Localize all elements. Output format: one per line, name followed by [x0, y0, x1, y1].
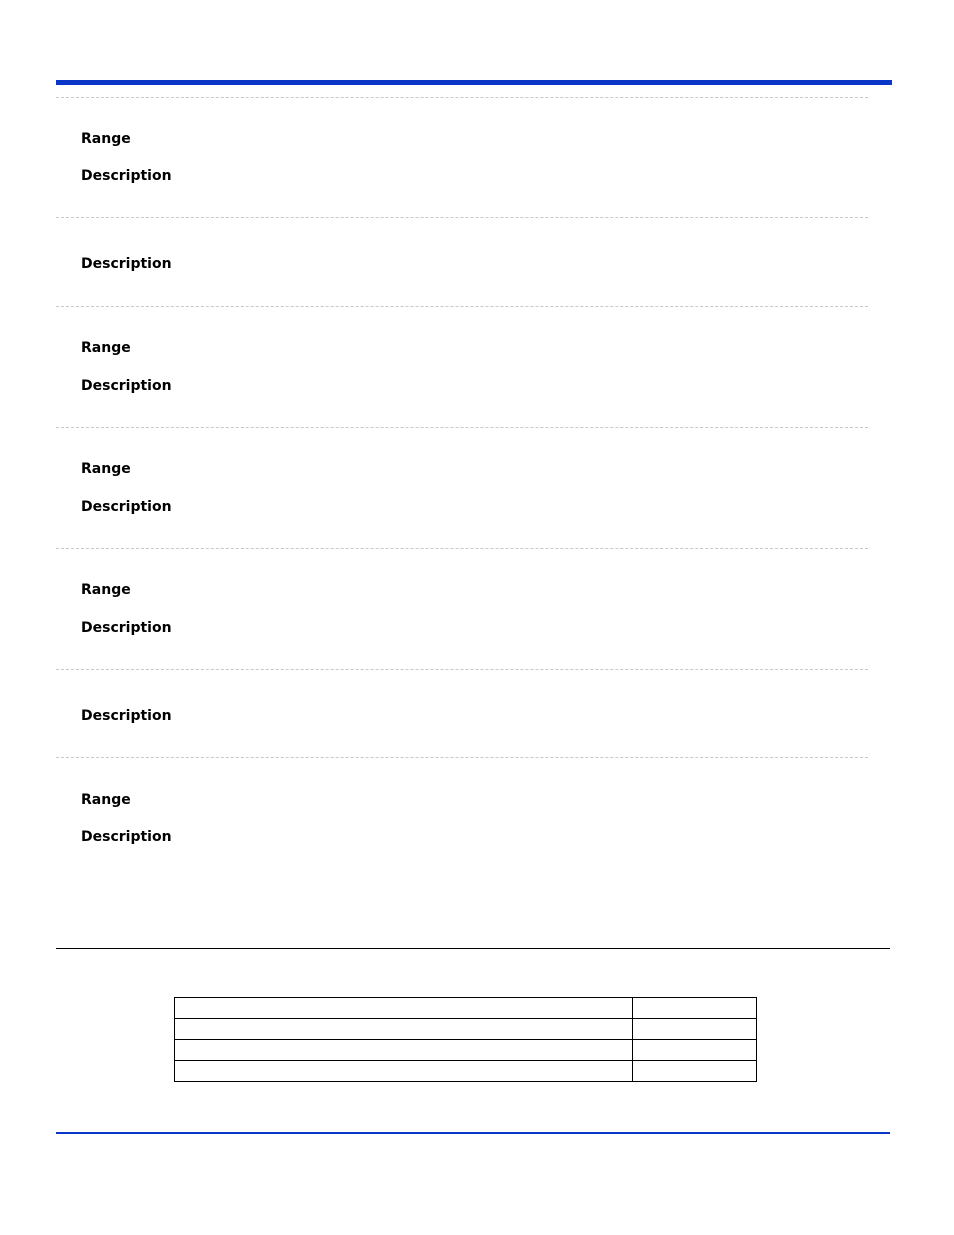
section-divider — [56, 948, 890, 949]
table-row — [175, 1040, 757, 1061]
range-label: Range — [81, 582, 131, 598]
description-label: Description — [81, 620, 172, 636]
description-label: Description — [81, 499, 172, 515]
entry-separator — [56, 427, 868, 428]
entry-separator — [56, 97, 868, 98]
table-cell — [175, 1019, 633, 1040]
range-label: Range — [81, 461, 131, 477]
description-label: Description — [81, 168, 172, 184]
description-label: Description — [81, 829, 172, 845]
table-cell — [175, 1040, 633, 1061]
table-cell — [175, 1061, 633, 1082]
table-cell — [633, 1061, 757, 1082]
data-table — [174, 997, 757, 1082]
entry-separator — [56, 306, 868, 307]
table-cell — [633, 998, 757, 1019]
table-cell — [175, 998, 633, 1019]
range-label: Range — [81, 131, 131, 147]
table-row — [175, 1019, 757, 1040]
description-label: Description — [81, 378, 172, 394]
table-row — [175, 998, 757, 1019]
entry-separator — [56, 669, 868, 670]
entry-separator — [56, 217, 868, 218]
description-label: Description — [81, 256, 172, 272]
range-label: Range — [81, 792, 131, 808]
table-cell — [633, 1040, 757, 1061]
range-label: Range — [81, 340, 131, 356]
footer-rule — [56, 1132, 890, 1134]
table-cell — [633, 1019, 757, 1040]
description-label: Description — [81, 708, 172, 724]
header-rule — [56, 80, 892, 85]
entry-separator — [56, 757, 868, 758]
entry-separator — [56, 548, 868, 549]
table-row — [175, 1061, 757, 1082]
